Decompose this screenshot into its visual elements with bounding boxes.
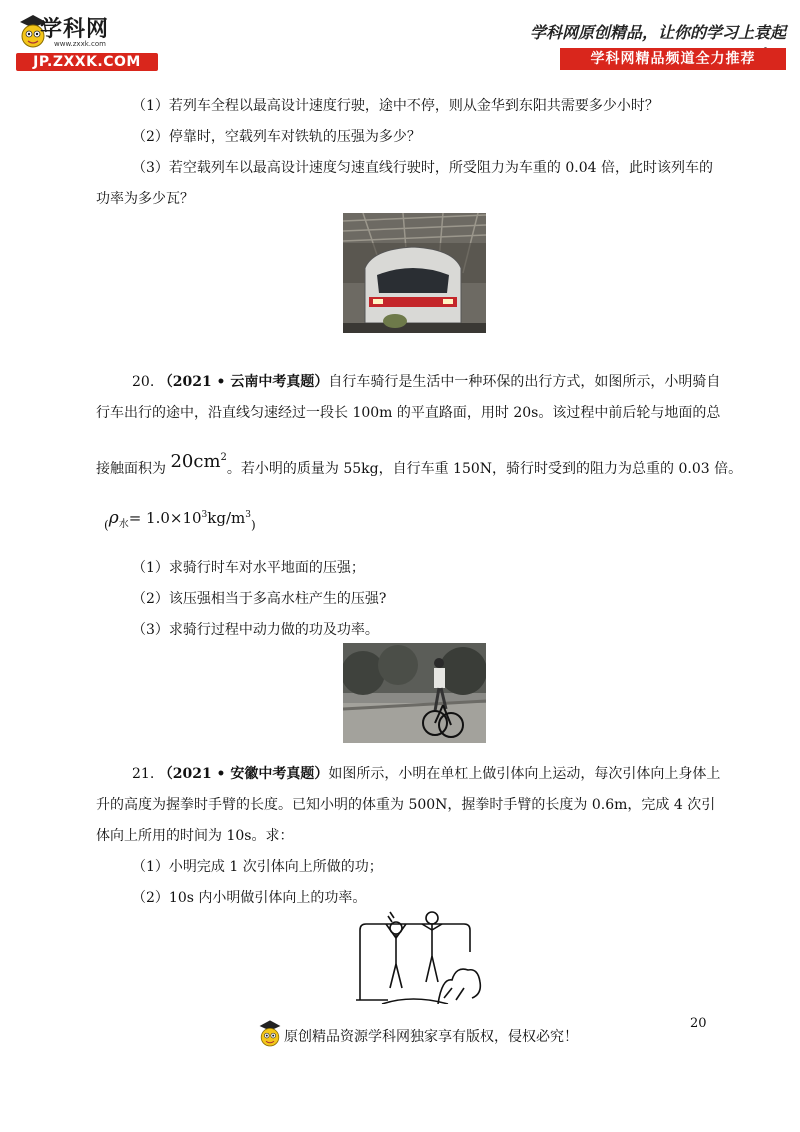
q19-item-3-cont: 功率为多少瓦？	[96, 191, 194, 207]
q20-number: 20.	[132, 374, 155, 390]
q19-item-1: （1）若列车全程以最高设计速度行驶，途中不停，则从金华到东阳共需要多少小时？	[132, 98, 659, 114]
q19-item-3: （3）若空载列车以最高设计速度匀速直线行驶时，所受阻力为车重的 0.04 倍，此时该列车的	[132, 160, 713, 176]
logo-url-bar[interactable]: JP.ZXXK.COM	[16, 53, 158, 71]
contact-area-formula	[170, 451, 226, 472]
water-density-formula	[104, 508, 256, 530]
q21-first-line	[132, 764, 720, 784]
footer-copyright: 原创精品资源学科网独家享有版权，侵权必究！	[284, 1029, 578, 1045]
q20-first-line	[132, 372, 720, 392]
q21-item-1: （1）小明完成 1 次引体向上所做的功；	[132, 859, 383, 875]
density-exponent: 3	[201, 510, 208, 520]
logo-subtext: www.zxxk.com	[54, 40, 106, 48]
bicycle-photo	[343, 643, 486, 743]
q20-source: （2021 • 云南中考真题）	[158, 374, 329, 390]
channel-banner[interactable]: 学科网精品频道全力推荐	[560, 48, 786, 70]
logo-text: 学科网	[40, 17, 110, 42]
density-subscript: 水	[118, 519, 129, 530]
density-value: = 1.0×10	[128, 509, 202, 527]
q21-text-2: 升的高度为握拳时手臂的长度。已知小明的体重为 500N，握拳时手臂的长度为 0.6m，完成 4 次引	[96, 797, 716, 813]
q20-text-3-post: 。若小明的质量为 55kg，自行车重 150N，骑行时受到的阻力为总重的 0.03 倍。	[226, 461, 743, 477]
q21-text-1: 如图所示，小明在单杠上做引体向上运动，每次引体向上身体上	[328, 766, 721, 782]
q20-item-3: （3）求骑行过程中动力做的功及功率。	[132, 622, 379, 638]
q21-text-3: 体向上所用的时间为 10s。求：	[96, 828, 294, 844]
q20-text-1: 自行车骑行是生活中一种环保的出行方式，如图所示，小明骑自	[328, 374, 721, 390]
contact-area-value: 20	[170, 451, 194, 472]
q20-text-3-pre: 接触面积为	[96, 461, 166, 477]
q21-number: 21.	[132, 766, 155, 782]
contact-area-exponent: 2	[220, 452, 227, 463]
header-slogan: 学科网原创精品，让你的学习上袁起	[529, 23, 786, 42]
density-symbol: ρ	[108, 508, 119, 528]
density-unit: kg/m	[207, 509, 246, 527]
q20-text-2: 行车出行的途中，沿直线匀速经过一段长 100m 的平直路面，用时 20s。该过程中前后轮与地面的总	[96, 405, 721, 421]
footer-mascot-icon	[256, 1018, 284, 1050]
contact-area-unit: cm	[193, 451, 221, 472]
train-photo	[343, 213, 486, 333]
q19-item-2: （2）停靠时，空载列车对铁轨的压强为多少？	[132, 129, 421, 145]
page-number: 20	[690, 1016, 707, 1031]
q21-source: （2021 • 安徽中考真题）	[158, 766, 329, 782]
pullup-illustration	[352, 908, 482, 1004]
q20-item-2: （2）该压强相当于多高水柱产生的压强?	[132, 591, 387, 607]
density-open-paren: (	[104, 518, 109, 532]
q20-text-3	[96, 451, 743, 479]
density-close-paren: )	[250, 518, 256, 532]
q21-item-2: （2）10s 内小明做引体向上的功率。	[132, 890, 367, 906]
density-unit-exponent: 3	[245, 510, 251, 520]
q20-item-1: （1）求骑行时车对水平地面的压强；	[132, 560, 365, 576]
